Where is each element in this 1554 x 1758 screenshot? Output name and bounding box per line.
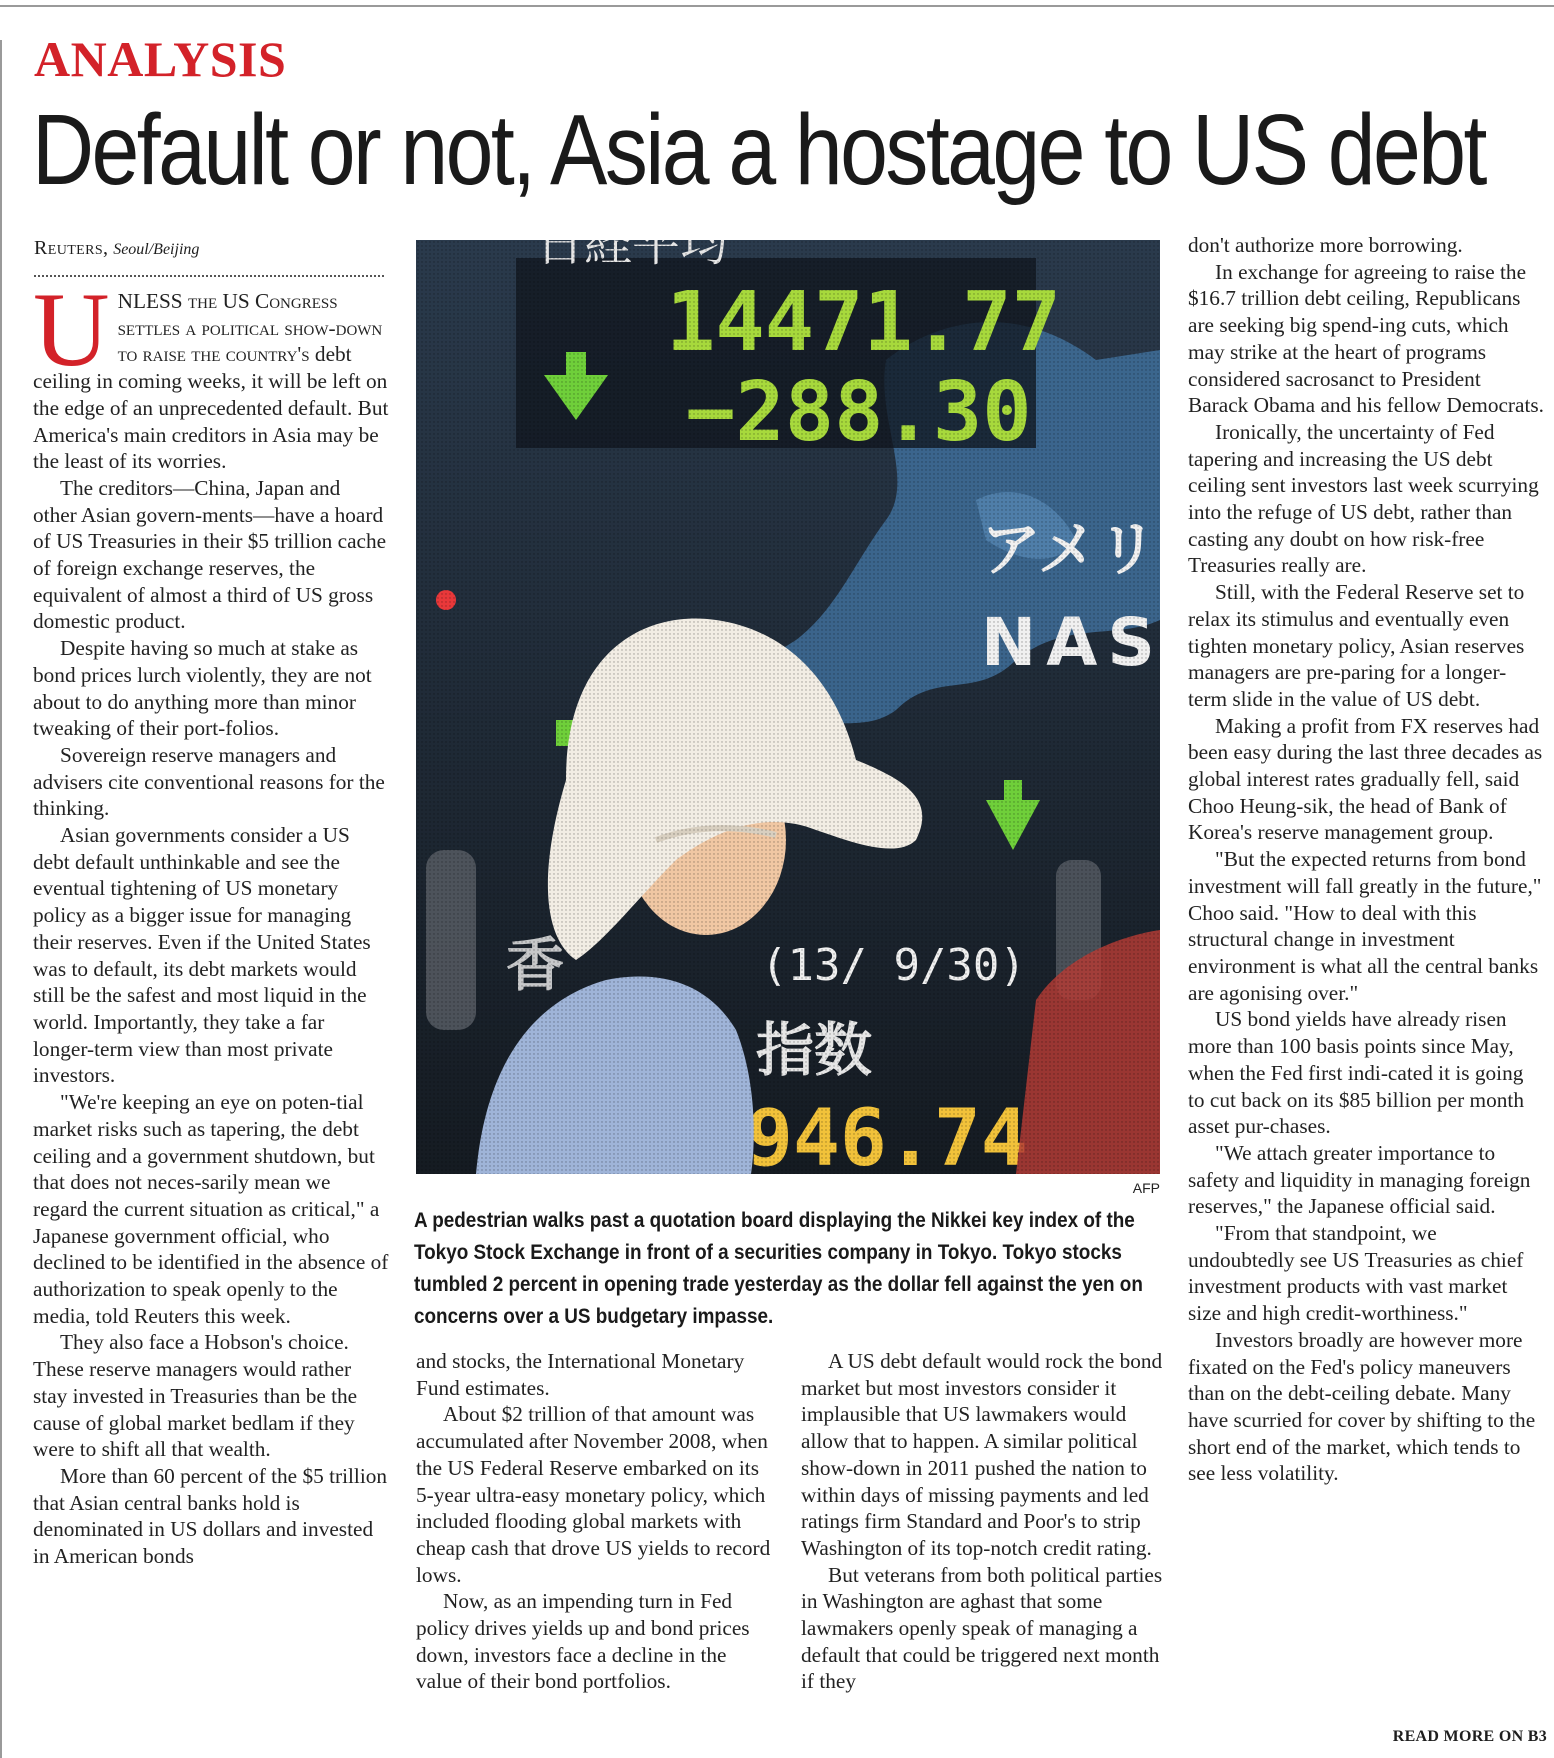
paragraph: Sovereign reserve managers and advisers cite conventional reasons for the thinking. [33,742,385,821]
lead-rest: debt ceiling in coming weeks, it will be left on the edge of an unprecedented default. But America's main creditors in Asia may be the least of its worries. [33,342,389,474]
left-rule [0,40,2,1758]
paragraph: Investors broadly are however more fixated on the Fed's policy maneuvers than on the debt-ceiling debate. Many have scurried for cover by shifting to the short end of the market, which tends to see less volatility. [1188,1327,1536,1486]
paragraph: "We attach greater importance to safety and liquidity in managing foreign reserves," the Japanese official said. [1188,1140,1531,1219]
article-column-1 [33,271,389,1570]
drop-cap: U [33,271,110,388]
byline-location: Seoul/Beijing [113,241,200,258]
paragraph: Still, with the Federal Reserve set to relax its stimulus and eventually even tighten monetary policy, Asian reserves managers are pre-paring for a longer-term slide in the value of US debt. [1188,580,1525,711]
article-column-2 [416,1348,776,1695]
paragraph: "We're keeping an eye on poten-tial market risks such as tapering, the debt ceiling and a government shutdown, but that does not neces-sarily mean we regard the current situation as critical," a Japanese government official, who declined to be identified in the absence of authorization to speak openly to the media, told Reuters this week. [33,1090,389,1328]
byline-agency: Reuters, [34,237,109,259]
news-photo [416,240,1160,1174]
quotation-board-illustration [416,240,1160,1174]
headline: Default or not, Asia a hostage to US debt [32,94,1485,206]
read-more-link[interactable]: READ MORE ON B3 [1392,1728,1547,1745]
paragraph: Ironically, the uncertainty of Fed tapering and increasing the US debt ceiling sent investors last week scurrying into the refuge of US debt, rather than casting any doubt on how risk-free Treasuries really are. [1188,419,1539,578]
paragraph: They also face a Hobson's choice. These reserve managers would rather stay invested in Treasuries than be the cause of global market bedlam if they were to shift all that wealth. [33,1330,358,1462]
paragraph: "From that standpoint, we undoubtedly see US Treasuries as chief investment products with vast market size and high credit-worthiness." [1188,1221,1524,1326]
paragraph: The creditors—China, Japan and other Asian govern-ments—have a hoard of US Treasuries in their $5 trillion cache of foreign exchange reserves, the equivalent of almost a third of US gross domestic product. [33,475,387,634]
lead-caps: NLESS the US Congress settles a political show-down to raise the country's [117,289,383,367]
top-rule [0,5,1554,7]
paragraph: But veterans from both political parties in Washington are aghast that some lawmakers openly speak of managing a default that could be triggered next month if they [801,1562,1163,1694]
paragraph: Asian governments consider a US debt default unthinkable and see the eventual tightening of US monetary policy as a bigger issue for managing their reserves. Even if the United States was to default, its debt markets would still be the safest and most liquid in the world. Importantly, they take a far longer-term view than most private investors. [33,823,371,1088]
paragraph: Despite having so much at stake as bond prices lurch violently, they are not about to do anything more than minor tweaking of their port-folios. [33,636,372,741]
paragraph: US bond yields have already risen more than 100 basis points since May, when the Fed first indi-cated it is going to cut back on its $85 billion per month asset pur-chases. [1188,1007,1524,1139]
paragraph: A US debt default would rock the bond market but most investors consider it implausible that US lawmakers would allow that to happen. A similar political show-down in 2011 pushed the nation to within days of missing payments and led ratings firm Standard and Poor's to strip Washington of its top-notch credit rating. [801,1349,1163,1560]
paragraph: About $2 trillion of that amount was accumulated after November 2008, when the US Federal Reserve embarked on its 5-year ultra-easy monetary policy, which included flooding global markets with cheap cash that drove US yields to record lows. [416,1402,771,1587]
paragraph: Now, as an impending turn in Fed policy drives yields up and bond prices down, investors face a decline in the value of their bond portfolios. [416,1589,750,1694]
paragraph: More than 60 percent of the $5 trillion that Asian central banks hold is denominated in US dollars and invested in American bonds [33,1463,388,1569]
paragraph-continuation: and stocks, the International Monetary Fund estimates. [416,1349,745,1400]
article-column-4 [1188,232,1544,1487]
photo-credit: AFP [1132,1180,1160,1196]
paragraph: Making a profit from FX reserves had been easy during the last three decades as global interest rates gradually fell, said Choo Heung-sik, the head of Bank of Korea's reserve management group. [1188,713,1543,845]
photo-caption: A pedestrian walks past a quotation board displaying the Nikkei key index of the Tokyo Stock Exchange in front of a securities company in Tokyo. Tokyo stocks tumbled 2 percent in opening trade yesterday as the dollar fell against the yen on concerns over a US budgetary impasse. [414,1209,1143,1328]
byline [34,236,199,262]
article-column-3 [801,1348,1163,1695]
section-kicker: ANALYSIS [34,31,287,87]
lead-paragraph [33,271,389,475]
paragraph-continuation: don't authorize more borrowing. [1188,233,1463,257]
paragraph: In exchange for agreeing to raise the $16.7 trillion debt ceiling, Republicans are seeking big spend-ing cuts, which may strike at the heart of programs considered sacrosanct to President Barack Obama and his fellow Democrats. [1188,259,1545,418]
paragraph: "But the expected returns from bond investment will fall greatly in the future," Choo said. "How to deal with this structural change in investment environment is what all the central banks are agonising over." [1188,847,1542,1005]
